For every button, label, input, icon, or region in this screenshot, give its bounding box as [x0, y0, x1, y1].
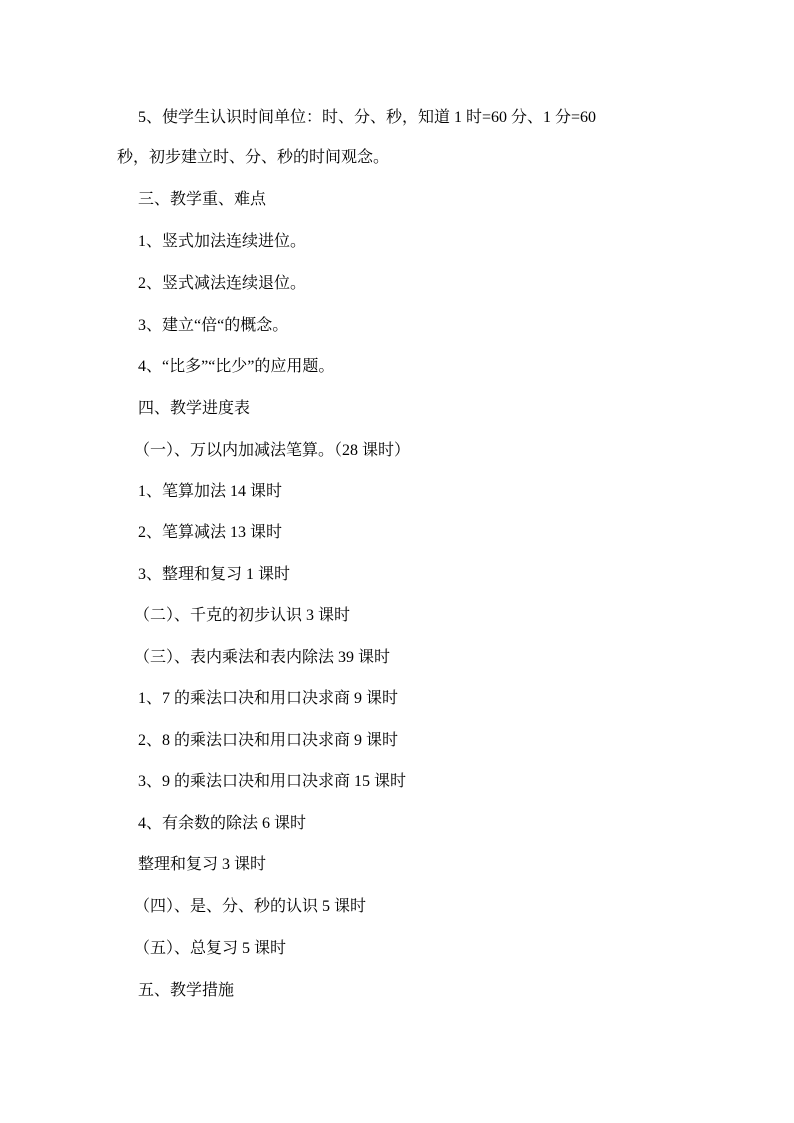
section-heading-schedule: 四、教学进度表	[138, 400, 251, 417]
schedule-unit-heading: （一）、万以内加减法笔算。（28 课时）	[134, 442, 411, 459]
schedule-item: 2、8 的乘法口决和用口决求商 9 课时	[138, 732, 399, 749]
schedule-item: 4、有余数的除法 6 课时	[138, 815, 307, 832]
objective-5-line-2: 秒，初步建立时、分、秒的时间观念。	[117, 149, 390, 166]
key-point-item: 2、竖式减法连续退位。	[138, 275, 307, 292]
schedule-item: 1、7 的乘法口决和用口决求商 9 课时	[138, 690, 399, 707]
section-heading-key-points: 三、教学重、难点	[138, 191, 267, 208]
schedule-unit-heading: （三）、表内乘法和表内除法 39 课时	[134, 649, 391, 666]
key-point-item: 4、“比多”“比少”的应用题。	[138, 358, 335, 375]
key-point-item: 1、竖式加法连续进位。	[138, 233, 307, 250]
objective-5-line-1: 5、使学生认识时间单位：时、分、秒，知道 1 时=60 分、1 分=60	[138, 109, 597, 126]
section-heading-measures: 五、教学措施	[138, 982, 235, 999]
schedule-unit-heading: （二）、千克的初步认识 3 课时	[134, 607, 351, 624]
schedule-item: 3、9 的乘法口决和用口决求商 15 课时	[138, 773, 407, 790]
schedule-item: 3、整理和复习 1 课时	[138, 566, 291, 583]
schedule-item: 整理和复习 3 课时	[138, 856, 267, 873]
schedule-item: 1、笔算加法 14 课时	[138, 483, 283, 500]
key-point-item: 3、建立“倍“的概念。	[138, 317, 289, 334]
schedule-unit-heading: （五）、总复习 5 课时	[134, 940, 287, 957]
schedule-unit-heading: （四）、是、分、秒的认识 5 课时	[134, 898, 367, 915]
schedule-item: 2、笔算减法 13 课时	[138, 524, 283, 541]
